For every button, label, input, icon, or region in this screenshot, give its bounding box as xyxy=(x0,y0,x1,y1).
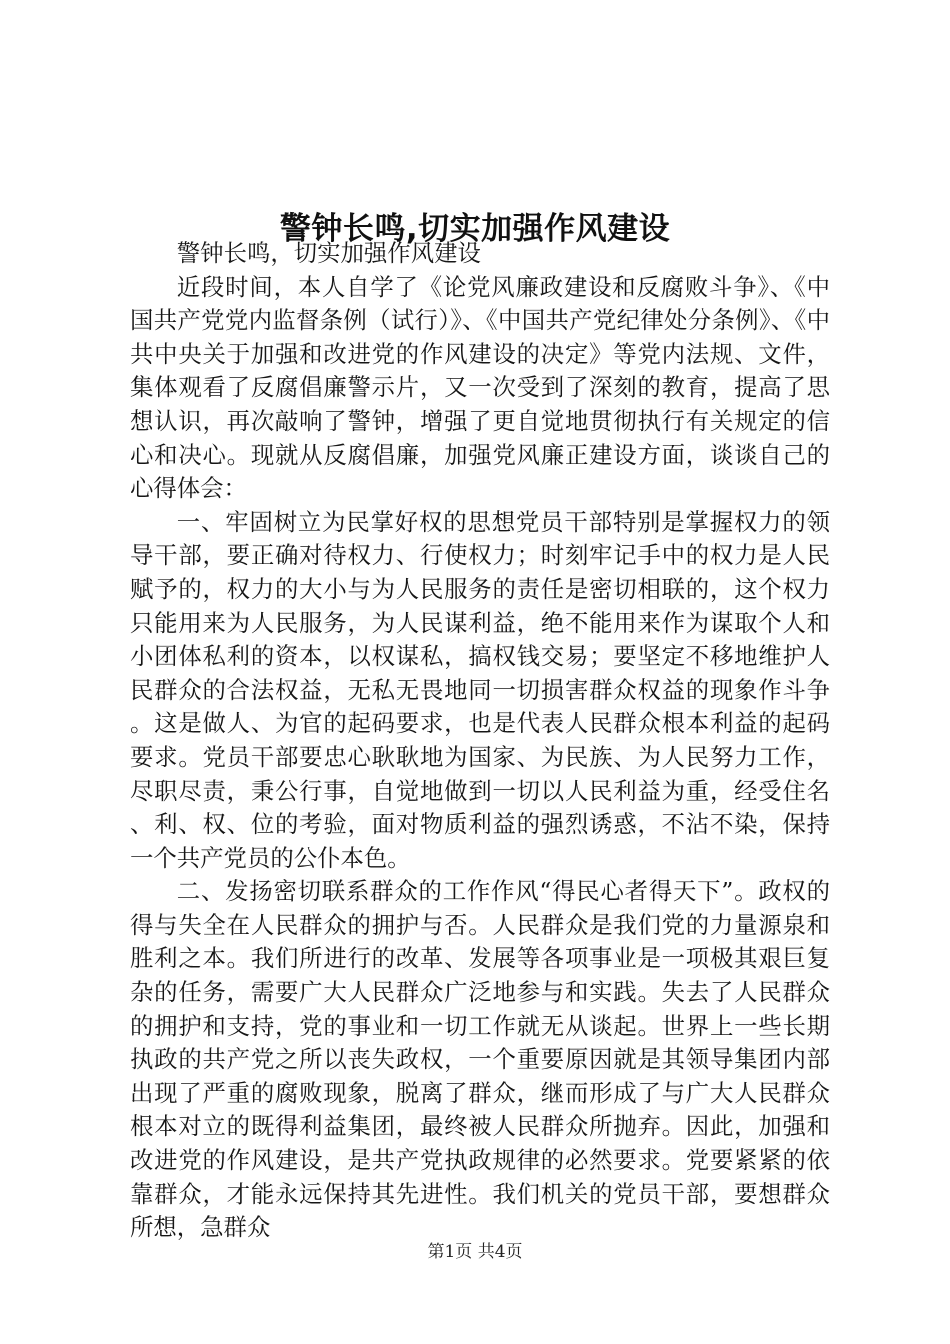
subtitle-paragraph: 警钟长鸣，切实加强作风建设 xyxy=(176,239,481,267)
document-title: 警钟长鸣,切实加强作风建设 xyxy=(279,210,671,247)
intro-paragraph: 近段时间，本人自学了《论党风廉政建设和反腐败斗争》、《中国共产党党内监督条例（试行）》、《中国共产党纪律处分条例》、《中共中央关于加强和改进党的作风建设的决定》等党内法规、文件，集体观看了反腐倡廉警示片，又一次受到了深刻的教育，提高了思想认识，再次敲响了警钟，增强了更自觉地贯彻执行有关规定的信心和决心。现就从反腐倡廉，加强党风廉正建设方面，谈谈自己的心得体会： xyxy=(130,272,830,503)
section-two-paragraph: 二、发扬密切联系群众的工作作风“得民心者得天下”。政权的得与失全在人民群众的拥护与否。人民群众是我们党的力量源泉和胜利之本。我们所进行的改革、发展等各项事业是一项极其艰巨复杂的任务，需要广大人民群众广泛地参与和实践。失去了人民群众的拥护和支持，党的事业和一切工作就无从谈起。世界上一些长期执政的共产党之所以丧失政权，一个重要原因就是其领导集团内部出现了严重的腐败现象，脱离了群众，继而形成了与广大人民群众根本对立的既得利益集团，最终被人民群众所抛弃。因此，加强和改进党的作风建设，是共产党执政规律的必然要求。党要紧紧的依靠群众，才能永远保持其先进性。我们机关的党员干部，要想群众所想，急群众 xyxy=(130,877,830,1242)
page-footer: 第1页 共4页 xyxy=(427,1242,523,1262)
section-one-paragraph: 一、牢固树立为民掌好权的思想党员干部特别是掌握权力的领导干部，要正确对待权力、行使权力；时刻牢记手中的权力是人民赋予的，权力的大小与为人民服务的责任是密切相联的，这个权力只能用来为人民服务，为人民谋利益，绝不能用来作为谋取个人和小团体私利的资本，以权谋私，搞权钱交易；要坚定不移地维护人民群众的合法权益，无私无畏地同一切损害群众权益的现象作斗争。这是做人、为官的起码要求，也是代表人民群众根本利益的起码要求。党员干部要忠心耿耿地为国家、为民族、为人民努力工作，尽职尽责，秉公行事，自觉地做到一切以人民利益为重，经受住名、利、权、位的考验，面对物质利益的强烈诱惑，不沾不染，保持一个共产党员的公仆本色。 xyxy=(130,507,830,872)
document-body xyxy=(130,237,830,1245)
